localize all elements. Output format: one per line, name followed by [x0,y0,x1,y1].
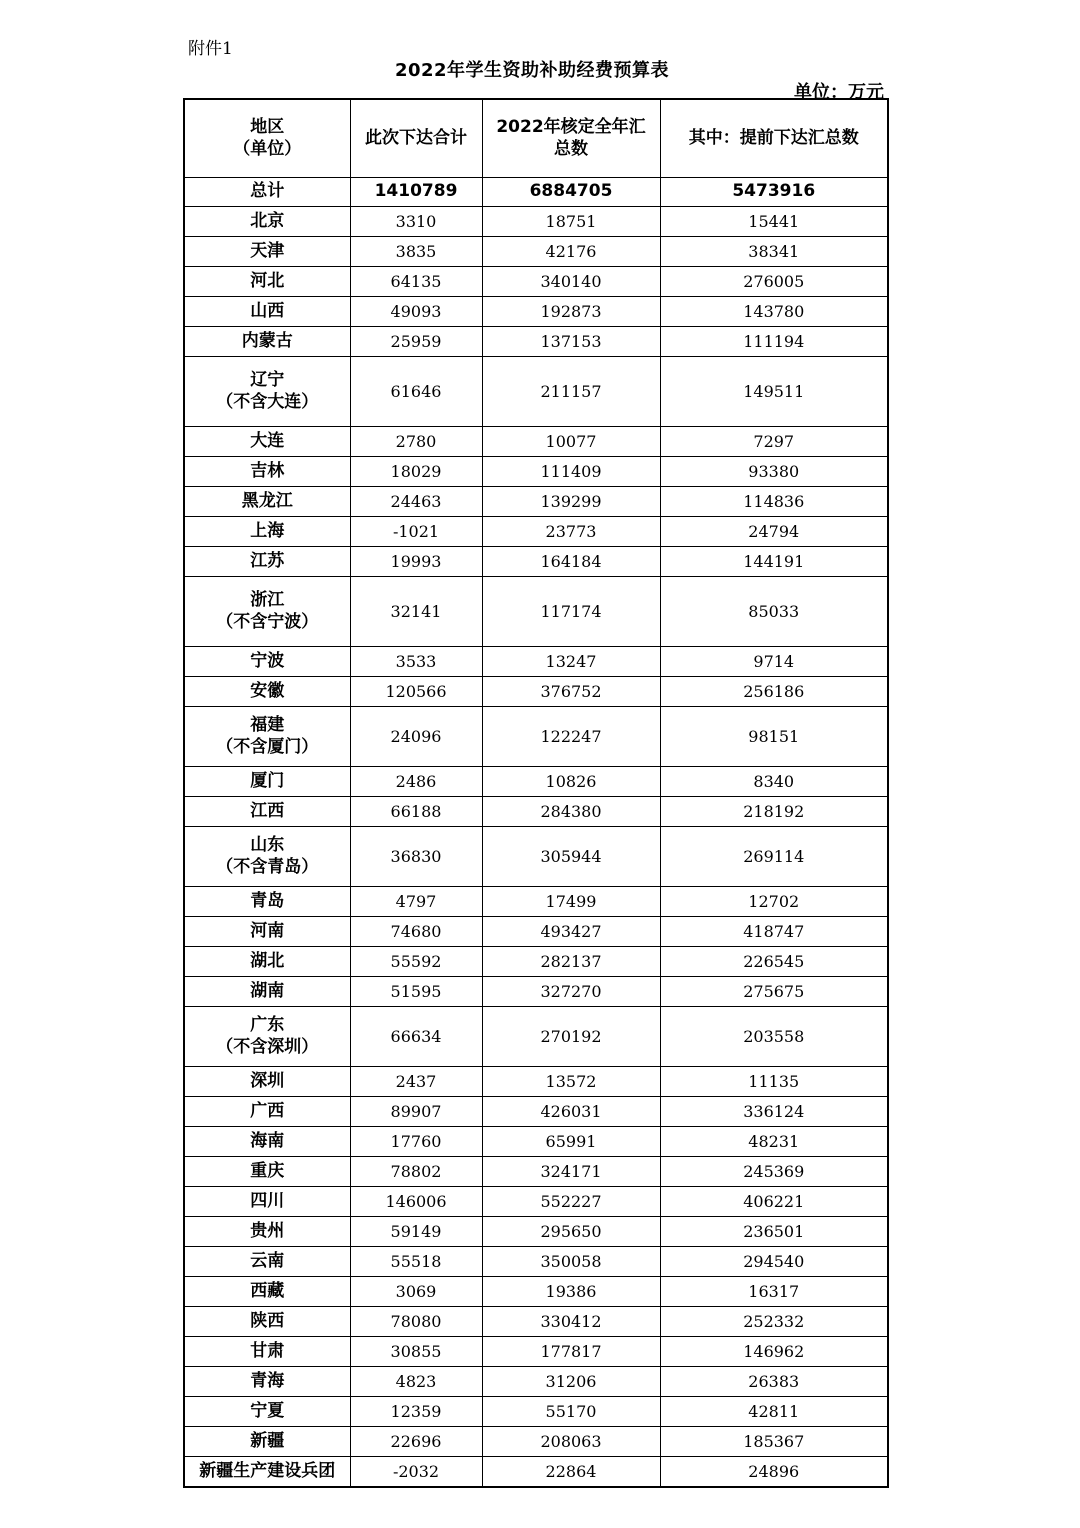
region-name-line: 湖北 [250,950,285,971]
table-row [184,517,888,547]
region-name-line: 新疆生产建设兵团 [199,1460,336,1481]
current-value-cell: 3310 [350,207,482,237]
region-cell [184,1397,350,1427]
advance-value-cell: 11135 [660,1067,888,1097]
annual-value-cell: 211157 [482,357,660,427]
region-cell [184,457,350,487]
header-advance [660,99,888,178]
current-value-cell: 3069 [350,1277,482,1307]
advance-value-cell: 218192 [660,797,888,827]
advance-value-cell: 15441 [660,207,888,237]
header-annual-line: 总数 [554,138,588,159]
region-cell [184,1247,350,1277]
region-cell [184,1427,350,1457]
annual-value-cell: 376752 [482,677,660,707]
table-row [184,1427,888,1457]
advance-value-cell: 294540 [660,1247,888,1277]
region-cell [184,487,350,517]
annual-value-cell: 13247 [482,647,660,677]
region-name-line: 宁波 [250,650,285,671]
table-row [184,1307,888,1337]
region-cell [184,887,350,917]
region-cell [184,707,350,767]
table-row [184,457,888,487]
region-cell [184,577,350,647]
region-name-line: （不含厦门） [216,736,319,757]
advance-value-cell: 275675 [660,977,888,1007]
current-value-cell: 146006 [350,1187,482,1217]
annual-value-cell: 350058 [482,1247,660,1277]
current-value-cell: -2032 [350,1457,482,1488]
table-row [184,1397,888,1427]
table-row [184,947,888,977]
annual-value-cell: 42176 [482,237,660,267]
current-value-cell: 49093 [350,297,482,327]
total-advance-cell: 5473916 [660,178,888,207]
annual-value-cell: 327270 [482,977,660,1007]
current-value-cell: 19993 [350,547,482,577]
table-header-row [184,99,888,178]
annual-value-cell: 17499 [482,887,660,917]
annual-value-cell: 55170 [482,1397,660,1427]
header-current [350,99,482,178]
current-value-cell: 12359 [350,1397,482,1427]
header-advance-line: 其中：提前下达汇总数 [688,127,859,148]
region-name-line: 广西 [250,1100,285,1121]
table-row [184,297,888,327]
region-cell [184,207,350,237]
current-value-cell: 78080 [350,1307,482,1337]
region-cell [184,357,350,427]
region-cell [184,1367,350,1397]
region-cell [184,427,350,457]
table-row [184,977,888,1007]
region-cell [184,297,350,327]
table-row [184,1067,888,1097]
annual-value-cell: 426031 [482,1097,660,1127]
annual-value-cell: 13572 [482,1067,660,1097]
current-value-cell: 120566 [350,677,482,707]
table-row [184,1157,888,1187]
advance-value-cell: 16317 [660,1277,888,1307]
total-current-cell: 1410789 [350,178,482,207]
table-row [184,487,888,517]
region-name-line: 甘肃 [250,1340,285,1361]
annual-value-cell: 139299 [482,487,660,517]
current-value-cell: 32141 [350,577,482,647]
region-name-line: 湖南 [250,980,285,1001]
annual-value-cell: 493427 [482,917,660,947]
header-annual [482,99,660,178]
advance-value-cell: 143780 [660,297,888,327]
table-row [184,827,888,887]
region-name-line: 黑龙江 [241,490,293,511]
region-cell [184,1157,350,1187]
advance-value-cell: 12702 [660,887,888,917]
region-cell [184,1457,350,1488]
region-cell [184,1307,350,1337]
annual-value-cell: 270192 [482,1007,660,1067]
current-value-cell: -1021 [350,517,482,547]
advance-value-cell: 144191 [660,547,888,577]
current-value-cell: 18029 [350,457,482,487]
region-cell [184,1337,350,1367]
advance-value-cell: 185367 [660,1427,888,1457]
region-cell [184,1067,350,1097]
advance-value-cell: 9714 [660,647,888,677]
advance-value-cell: 24794 [660,517,888,547]
region-name-line: 宁夏 [250,1400,285,1421]
annual-value-cell: 122247 [482,707,660,767]
advance-value-cell: 111194 [660,327,888,357]
region-cell [184,547,350,577]
region-cell [184,267,350,297]
region-name-line: （不含大连） [216,391,319,412]
region-name-line: （不含深圳） [216,1036,319,1057]
region-name-line: 青岛 [250,890,285,911]
current-value-cell: 24463 [350,487,482,517]
region-name-line: 深圳 [250,1070,285,1091]
table-row [184,917,888,947]
region-name-line: 海南 [250,1130,285,1151]
attachment-label: 附件1 [188,39,233,59]
table-row [184,1277,888,1307]
region-cell [184,1097,350,1127]
region-name-line: 辽宁 [250,370,285,391]
annual-value-cell: 305944 [482,827,660,887]
region-name-line: 大连 [250,430,285,451]
table-row [184,1097,888,1127]
annual-value-cell: 324171 [482,1157,660,1187]
annual-value-cell: 164184 [482,547,660,577]
annual-value-cell: 19386 [482,1277,660,1307]
current-value-cell: 55518 [350,1247,482,1277]
region-name-line: 陕西 [250,1310,285,1331]
table-row [184,1187,888,1217]
current-value-cell: 74680 [350,917,482,947]
advance-value-cell: 93380 [660,457,888,487]
annual-value-cell: 10826 [482,767,660,797]
table-row [184,647,888,677]
table-row [184,547,888,577]
advance-value-cell: 26383 [660,1367,888,1397]
annual-value-cell: 330412 [482,1307,660,1337]
annual-value-cell: 22864 [482,1457,660,1488]
annual-value-cell: 340140 [482,267,660,297]
advance-value-cell: 38341 [660,237,888,267]
region-name-line: 北京 [250,210,285,231]
region-cell [184,1277,350,1307]
advance-value-cell: 269114 [660,827,888,887]
current-value-cell: 25959 [350,327,482,357]
region-name-line: 河南 [250,920,285,941]
table-row [184,1367,888,1397]
region-name-line: （不含宁波） [216,611,319,632]
advance-value-cell: 256186 [660,677,888,707]
region-name-line: 新疆 [250,1430,285,1451]
table-row [184,1247,888,1277]
current-value-cell: 61646 [350,357,482,427]
table-row [184,1457,888,1488]
advance-value-cell: 7297 [660,427,888,457]
current-value-cell: 3533 [350,647,482,677]
annual-value-cell: 111409 [482,457,660,487]
annual-value-cell: 31206 [482,1367,660,1397]
current-value-cell: 89907 [350,1097,482,1127]
region-cell [184,917,350,947]
region-cell [184,827,350,887]
region-cell [184,517,350,547]
current-value-cell: 2780 [350,427,482,457]
region-name-line: 广东 [250,1015,285,1036]
total-row [184,178,888,207]
total-annual-cell: 6884705 [482,178,660,207]
annual-value-cell: 177817 [482,1337,660,1367]
advance-value-cell: 336124 [660,1097,888,1127]
region-name-line: 河北 [250,270,285,291]
header-region [184,99,350,178]
table-row [184,427,888,457]
current-value-cell: 66188 [350,797,482,827]
total-region-cell: 总计 [184,178,350,207]
advance-value-cell: 85033 [660,577,888,647]
region-name-line: 福建 [250,715,285,736]
header-region-line: 地区 [250,117,285,138]
region-cell [184,797,350,827]
header-region-line: （单位） [233,138,302,159]
advance-value-cell: 8340 [660,767,888,797]
advance-value-cell: 24896 [660,1457,888,1488]
annual-value-cell: 137153 [482,327,660,357]
document-title [0,56,1080,82]
current-value-cell: 59149 [350,1217,482,1247]
region-name-line: 浙江 [250,590,285,611]
current-value-cell: 30855 [350,1337,482,1367]
budget-table [183,98,889,1488]
header-annual-line: 2022年核定全年汇 [496,117,646,138]
region-name-line: 重庆 [250,1160,285,1181]
region-name-line: 内蒙古 [241,330,293,351]
annual-value-cell: 10077 [482,427,660,457]
advance-value-cell: 245369 [660,1157,888,1187]
table-row [184,797,888,827]
table-row [184,677,888,707]
advance-value-cell: 418747 [660,917,888,947]
region-cell [184,1007,350,1067]
table-row [184,767,888,797]
annual-value-cell: 65991 [482,1127,660,1157]
advance-value-cell: 98151 [660,707,888,767]
advance-value-cell: 48231 [660,1127,888,1157]
advance-value-cell: 203558 [660,1007,888,1067]
advance-value-cell: 114836 [660,487,888,517]
table-row [184,707,888,767]
advance-value-cell: 226545 [660,947,888,977]
advance-value-cell: 252332 [660,1307,888,1337]
current-value-cell: 78802 [350,1157,482,1187]
region-cell [184,947,350,977]
region-name-line: 厦门 [250,770,285,791]
advance-value-cell: 236501 [660,1217,888,1247]
region-name-line: （不含青岛） [216,856,319,877]
table-row [184,327,888,357]
current-value-cell: 55592 [350,947,482,977]
current-value-cell: 2437 [350,1067,482,1097]
region-cell [184,977,350,1007]
annual-value-cell: 117174 [482,577,660,647]
document-title-text: 2022年学生资助补助经费预算表 [394,60,670,81]
table-row [184,1007,888,1067]
table-row [184,207,888,237]
current-value-cell: 51595 [350,977,482,1007]
current-value-cell: 66634 [350,1007,482,1067]
region-name-line: 江苏 [250,550,285,571]
advance-value-cell: 42811 [660,1397,888,1427]
annual-value-cell: 552227 [482,1187,660,1217]
current-value-cell: 4797 [350,887,482,917]
region-name-line: 西藏 [250,1280,285,1301]
table-row [184,237,888,267]
region-name-line: 贵州 [250,1220,285,1241]
region-name-line: 山东 [250,835,285,856]
region-name-line: 安徽 [250,680,285,701]
table-row [184,267,888,297]
current-value-cell: 64135 [350,267,482,297]
header-current-line: 此次下达合计 [365,127,467,148]
region-name-line: 上海 [250,520,285,541]
annual-value-cell: 282137 [482,947,660,977]
region-name-line: 江西 [250,800,285,821]
region-name-line: 天津 [250,240,285,261]
current-value-cell: 22696 [350,1427,482,1457]
unit-label: 单位：万元 [794,82,884,103]
region-cell [184,237,350,267]
table-row [184,1127,888,1157]
current-value-cell: 24096 [350,707,482,767]
region-name-line: 青海 [250,1370,285,1391]
current-value-cell: 36830 [350,827,482,887]
region-name-line: 山西 [250,300,285,321]
annual-value-cell: 284380 [482,797,660,827]
current-value-cell: 3835 [350,237,482,267]
region-cell [184,1217,350,1247]
current-value-cell: 17760 [350,1127,482,1157]
region-name-line: 云南 [250,1250,285,1271]
advance-value-cell: 149511 [660,357,888,427]
table-row [184,357,888,427]
region-name-line: 四川 [250,1190,285,1211]
table-row [184,1217,888,1247]
region-name-line: 吉林 [250,460,285,481]
region-cell [184,327,350,357]
region-cell [184,677,350,707]
region-cell [184,1187,350,1217]
annual-value-cell: 18751 [482,207,660,237]
annual-value-cell: 23773 [482,517,660,547]
current-value-cell: 2486 [350,767,482,797]
region-cell [184,767,350,797]
table-row [184,1337,888,1367]
current-value-cell: 4823 [350,1367,482,1397]
advance-value-cell: 276005 [660,267,888,297]
annual-value-cell: 295650 [482,1217,660,1247]
annual-value-cell: 208063 [482,1427,660,1457]
advance-value-cell: 146962 [660,1337,888,1367]
table-row [184,887,888,917]
region-cell [184,1127,350,1157]
advance-value-cell: 406221 [660,1187,888,1217]
table-row [184,577,888,647]
annual-value-cell: 192873 [482,297,660,327]
region-cell [184,647,350,677]
